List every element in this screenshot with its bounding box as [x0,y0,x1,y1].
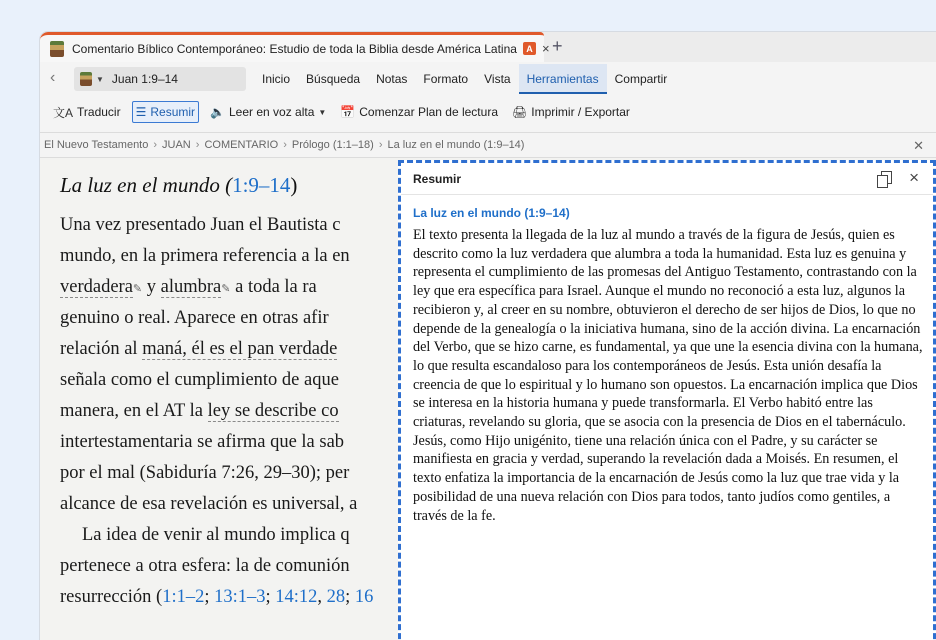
article-line: alcance de esa revelación es universal, a [60,494,358,514]
summarize-label: Resumir [150,105,196,119]
read-aloud-button[interactable] [207,101,329,123]
tools-toolbar [40,98,936,126]
article-line: señala como el cumplimiento de aque [60,370,339,390]
text-span: manera, en el AT la [60,401,208,421]
tab-title: Comentario Bíblico Contemporáneo: Estudio de toda la Biblia desde América Latina [72,41,517,56]
text-span: a toda la ra [230,277,317,297]
summary-panel-header [401,163,933,195]
summary-heading: La luz en el mundo (1:9–14) [413,206,570,220]
breadcrumb [40,132,936,158]
translate-label: Traducir [77,105,121,119]
summary-panel-body [401,195,933,525]
text-span: y [142,277,161,297]
speaker-icon: 🔈 [210,105,225,119]
text-span: , [317,587,327,607]
print-export-button[interactable] [509,101,633,123]
article-line: mundo, en la primera referencia a la en [60,246,350,266]
breadcrumb-item[interactable]: Prólogo (1:1–18) [291,139,374,151]
tab-badge: A [523,42,536,55]
book-icon [80,72,92,86]
breadcrumb-separator: › [195,139,200,151]
pen-icon[interactable]: ✎ [132,283,143,295]
article-line: genuino o real. Aparece en otras afir [60,308,329,328]
text-span: ; [265,587,276,607]
article-line: intertestamentaria se afirma que la sab [60,432,345,452]
breadcrumb-close-icon[interactable]: ✕ [913,138,924,153]
reference-text[interactable]: Juan 1:9–14 [111,72,178,86]
text-span: relación al [60,339,143,359]
translate-icon: 文A [53,105,74,120]
reading-plan-label: Comenzar Plan de lectura [359,105,498,119]
breadcrumb-separator: › [283,139,287,151]
calendar-icon: 📅 [340,105,356,119]
scripture-link[interactable]: 1:1–2 [162,587,205,607]
chevron-down-icon[interactable]: ▼ [318,107,327,117]
book-icon [50,41,64,57]
copy-icon[interactable] [877,171,891,187]
reference-box[interactable] [74,67,246,91]
menu-inicio[interactable]: Inicio [262,72,291,86]
breadcrumb-separator: › [378,139,383,151]
scripture-link[interactable]: 13:1–3 [214,587,266,607]
read-aloud-label: Leer en voz alta [228,105,315,119]
menu-compartir[interactable]: Compartir [614,72,668,86]
article-line: por el mal (Sabiduría 7:26, 29–30); per [60,463,350,483]
word-note[interactable]: verdadera [60,277,133,297]
breadcrumb-item[interactable]: La luz en el mundo (1:9–14) [387,139,525,151]
menu-formato[interactable]: Formato [423,72,469,86]
word-note[interactable]: ley se describe co [207,401,339,421]
summarize-button[interactable] [132,101,199,123]
article-title-paren: ( [219,173,233,197]
summary-panel [398,160,936,640]
article-title-ref-link[interactable]: 1:9–14 [232,173,291,197]
word-note[interactable]: maná, él es el pan verdade [142,339,338,359]
article-line: pertenece a otra esfera: la de comunión [60,556,350,576]
content-area [40,158,936,640]
translate-button[interactable] [50,101,124,123]
menu-notas[interactable]: Notas [376,72,408,86]
article-title-paren: ) [290,173,298,197]
word-note[interactable]: alumbra [160,277,222,297]
article-line: La idea de venir al mundo implica q [82,525,350,545]
text-span: ; [345,587,355,607]
close-icon[interactable]: × [909,168,919,187]
menu-busqueda[interactable]: Búsqueda [306,72,361,86]
summary-panel-title: Resumir [413,172,462,186]
tab-close-icon[interactable]: × [541,41,550,56]
breadcrumb-separator: › [153,139,158,151]
scripture-link[interactable]: 14:12 [275,587,318,607]
print-export-label: Imprimir / Exportar [531,105,630,119]
app-window [40,32,936,640]
breadcrumb-item[interactable]: JUAN [162,139,191,151]
printer-icon: 🖨 [512,105,528,119]
nav-bar [40,64,936,94]
new-tab-button[interactable]: + [552,36,563,56]
article-title-text: La luz en el mundo [60,173,220,197]
chevron-down-icon[interactable]: ▼ [96,74,104,84]
breadcrumb-item[interactable]: COMENTARIO [204,139,279,151]
breadcrumb-item[interactable]: El Nuevo Testamento [44,139,149,151]
document-tab[interactable] [40,32,550,62]
summarize-icon: ☰ [135,105,147,119]
scripture-link[interactable]: 16 [354,587,374,607]
text-span: resurrección ( [60,587,163,607]
article-line: Una vez presentado Juan el Bautista c [60,215,341,235]
scripture-link[interactable]: 28 [326,587,346,607]
menu-vista[interactable]: Vista [484,72,511,86]
summary-text: El texto presenta la llegada de la luz al mundo a través de la figura de Jesús, quien es descrito como la luz verdadera que alumbra a toda la humanidad. Esta luz es genuina y representa el cumplimiento de las promesas del Antiguo Testamento, contrastando con la ley que era específica para Israel. Aunque el mundo no reconoció a esta luz, algunos la recibieron y, al creer en su nombre, obtuvieron el derecho de ser hijos de Dios, lo que no depende de la genealogía o la iniciativa humana, sino de la acción divina. La encarnación del Verbo, que se hizo carne, es fundamental, ya que une la esencia divina con la humana, lo que resulta escandaloso para los contemporáneos de Jesús. Esta unión desafía la creencia de que lo espiritual y lo humano son opuestos. La encarnación implica que Dios se interesa en la historia humana y puede transformarla. El Verbo habitó entre las criaturas, revelando su gloria, que se asocia con la presencia de Dios en el tabernáculo. Jesús, como Hijo unigénito, tiene una relación única con el Padre, y su carácter se manifiesta en gracia y verdad, superando la revelación dada a Moisés. En resumen, el texto enfatiza la importancia de la encarnación de Jesús como la luz que trae vida y la posibilidad de una nueva relación con Dios para todos, tanto judíos como gentiles, a través de la fe. [413,227,923,524]
pen-icon[interactable]: ✎ [221,283,231,295]
reading-plan-button[interactable] [337,101,501,123]
menu-herramientas[interactable]: Herramientas [519,64,607,94]
tab-strip [40,32,936,62]
main-menu [254,64,675,94]
text-span: ; [204,587,215,607]
back-arrow-icon[interactable]: ‹ [50,69,56,86]
